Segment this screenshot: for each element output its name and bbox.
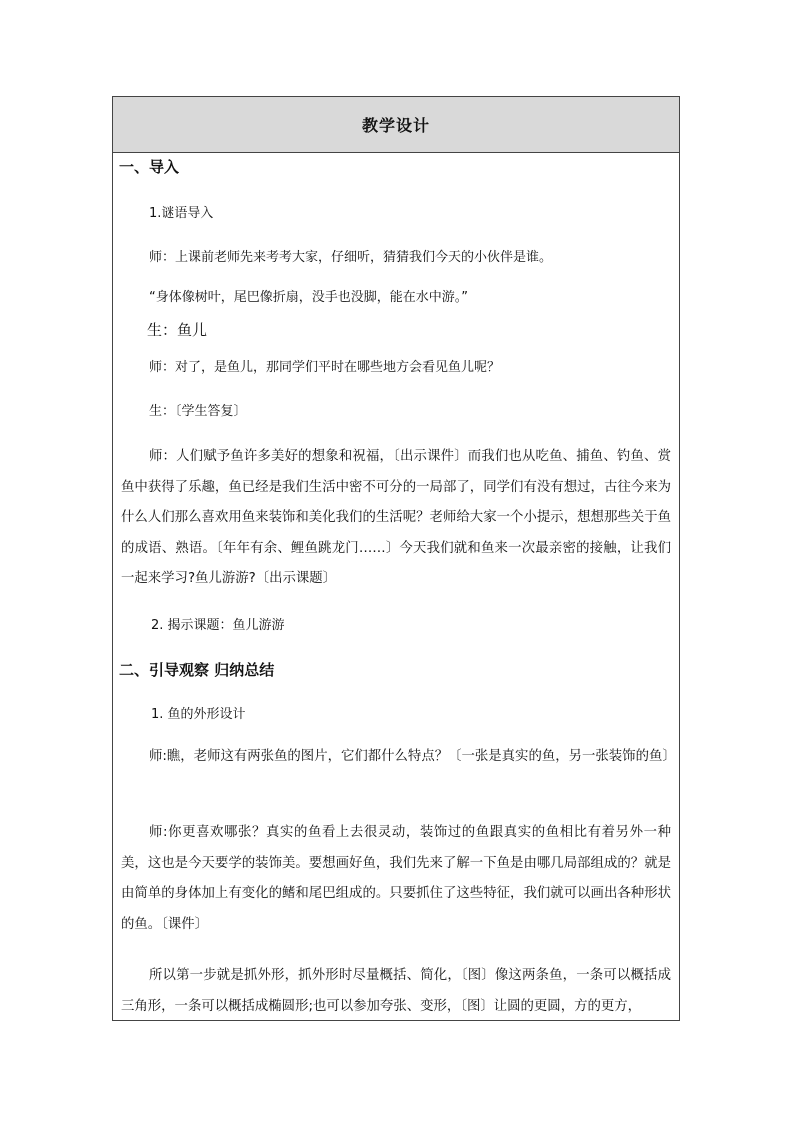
item-fish-shape: 1. 鱼的外形设计 — [151, 707, 246, 722]
table-header — [113, 97, 679, 153]
item-reveal-topic: 2. 揭示课题：鱼儿游游 — [151, 618, 285, 633]
riddle-text: “身体像树叶，尾巴像折扇，没手也没脚，能在水中游。” — [149, 290, 468, 305]
teacher-paragraph-3: 师:你更喜欢哪张？真实的鱼看上去很灵动，装饰过的鱼跟真实的鱼相比有着另外一种美，这也是今天要学的装饰美。要想画好鱼，我们先来了解一下鱼是由哪几局部组成的？就是由简单的身体加上有变化的鳍和尾巴组成的。只要抓住了这些特征，我们就可以画出各种形状的鱼。〔课件〕 — [121, 825, 671, 932]
lesson-table — [112, 96, 680, 1021]
teacher-paragraph-2: 师:瞧，老师这有两张鱼的图片，它们都什么特点？〔一张是真实的鱼，另一张装饰的鱼〕 — [149, 749, 676, 764]
table-title: 教学设计 — [361, 116, 430, 135]
teacher-line-2: 师：对了，是鱼儿，那同学们平时在哪些地方会看见鱼儿呢？ — [149, 360, 501, 375]
section-observe-title: 二、引导观察 归纳总结 — [119, 661, 275, 679]
student-line-2: 生：〔学生答复〕 — [149, 404, 247, 419]
teacher-paragraph-1: 师：人们赋予鱼许多美好的想象和祝福，〔出示课件〕而我们也从吃鱼、捕鱼、钓鱼、赏鱼中获得了乐趣，鱼已经是我们生活中密不可分的一局部了，同学们有没有想过，古往今来为什么人们那么喜欢用鱼来装饰和美化我们的生活呢？老师给大家一个小提示，想想那些关于鱼的成语、熟语。〔年年有余、鲤鱼跳龙门……〕今天我们就和鱼来一次最亲密的接触，让我们一起来学习?鱼儿游游?〔出示课题〕 — [121, 449, 671, 586]
item-riddle-intro: 1.谜语导入 — [149, 206, 214, 221]
teacher-line-1: 师：上课前老师先来考考大家，仔细听，猜猜我们今天的小伙伴是谁。 — [149, 250, 553, 265]
teacher-paragraph-4: 所以第一步就是抓外形，抓外形时尽量概括、简化，〔图〕像这两条鱼，一条可以概括成三角形，一条可以概括成椭圆形;也可以参加夸张、变形，〔图〕让圆的更圆，方的更方， — [121, 968, 671, 1014]
section-intro-title: 一、导入 — [119, 158, 180, 176]
student-line-1: 生：鱼儿 — [147, 321, 208, 339]
